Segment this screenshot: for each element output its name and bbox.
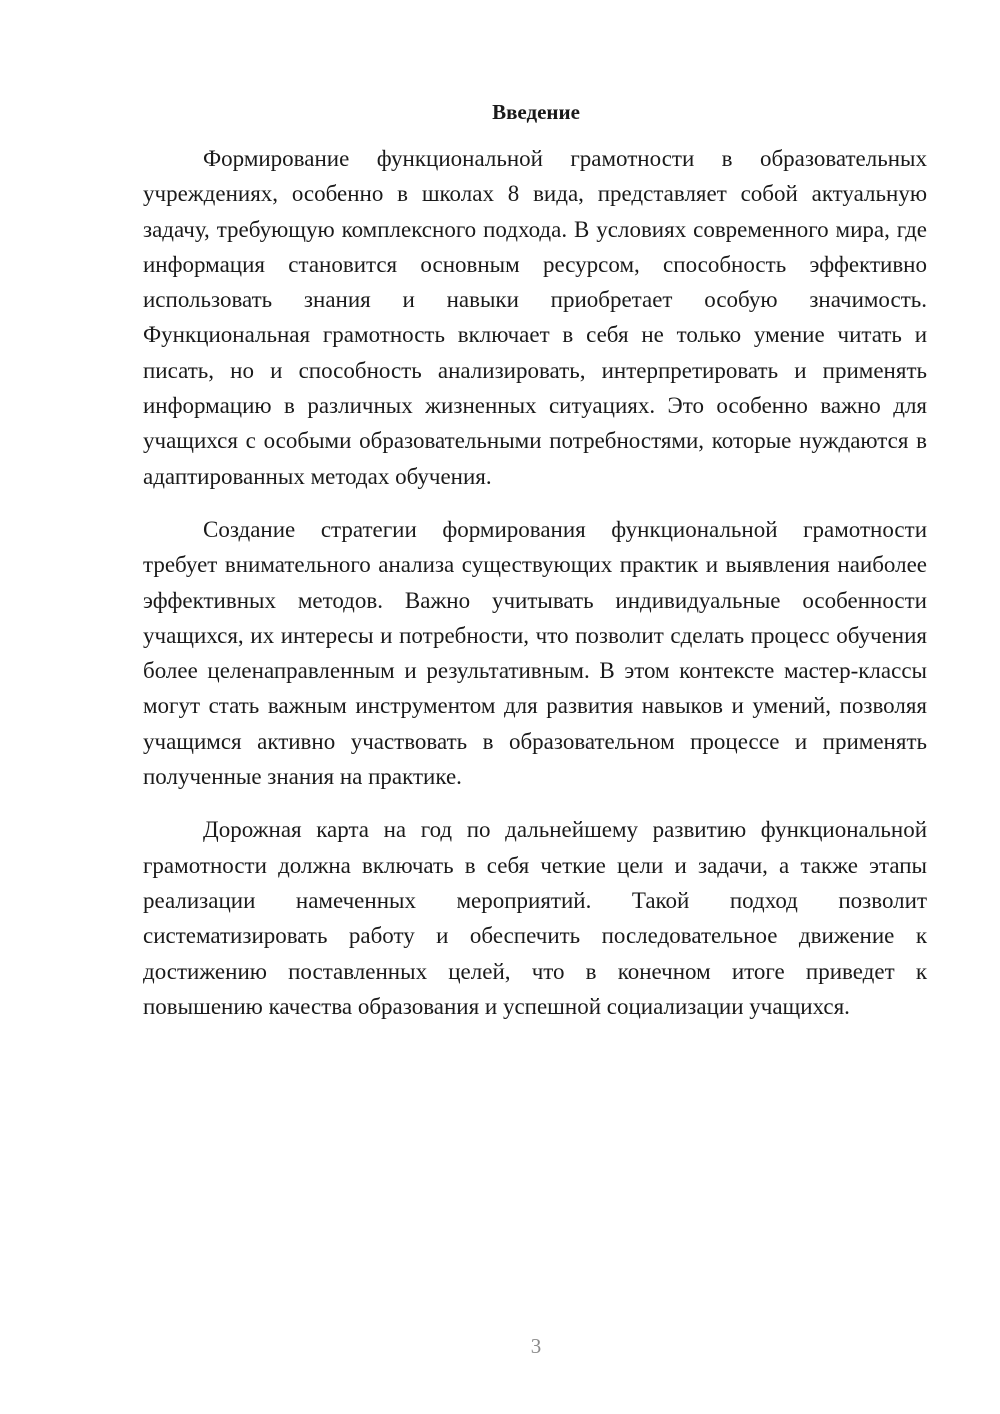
page-title: Введение [492, 100, 580, 124]
paragraph-3: Дорожная карта на год по дальнейшему развитию функциональной грамотности должна включать в себя четкие цели и задачи, а также этапы реализации намеченных мероприятий. Такой подход позволит систематизировать работу и обеспечить последовательное движение к достижению поставленных целей, что в конечном итоге приведет к повышению качества образования и успешной социализации учащихся. [143, 817, 927, 1019]
paragraph-1: Формирование функциональной грамотности в образовательных учреждениях, особенно в школах 8 вида, представляет собой актуальную задачу, требующую комплексного подхода. В условиях современного мира, где информация становится основным ресурсом, способность эффективно использовать знания и навыки приобретает особую значимость. Функциональная грамотность включает в себя не только умение читать и писать, но и способность анализировать, интерпретировать и применять информацию в различных жизненных ситуациях. Это особенно важно для учащихся с особыми образовательными потребностями, которые нуждаются в адаптированных методах обучения. [143, 146, 927, 489]
page-number: 3 [530, 1334, 542, 1358]
document-body [143, 141, 927, 1042]
paragraph-2: Создание стратегии формирования функциональной грамотности требует внимательного анализа существующих практик и выявления наиболее эффективных методов. Важно учитывать индивидуальные особенности учащихся, их интересы и потребности, что позволит сделать процесс обучения более целенаправленным и результативным. В этом контексте мастер-классы могут стать важным инструментом для развития навыков и умений, позволяя учащимся активно участвовать в образовательном процессе и применять полученные знания на практике. [143, 516, 927, 790]
